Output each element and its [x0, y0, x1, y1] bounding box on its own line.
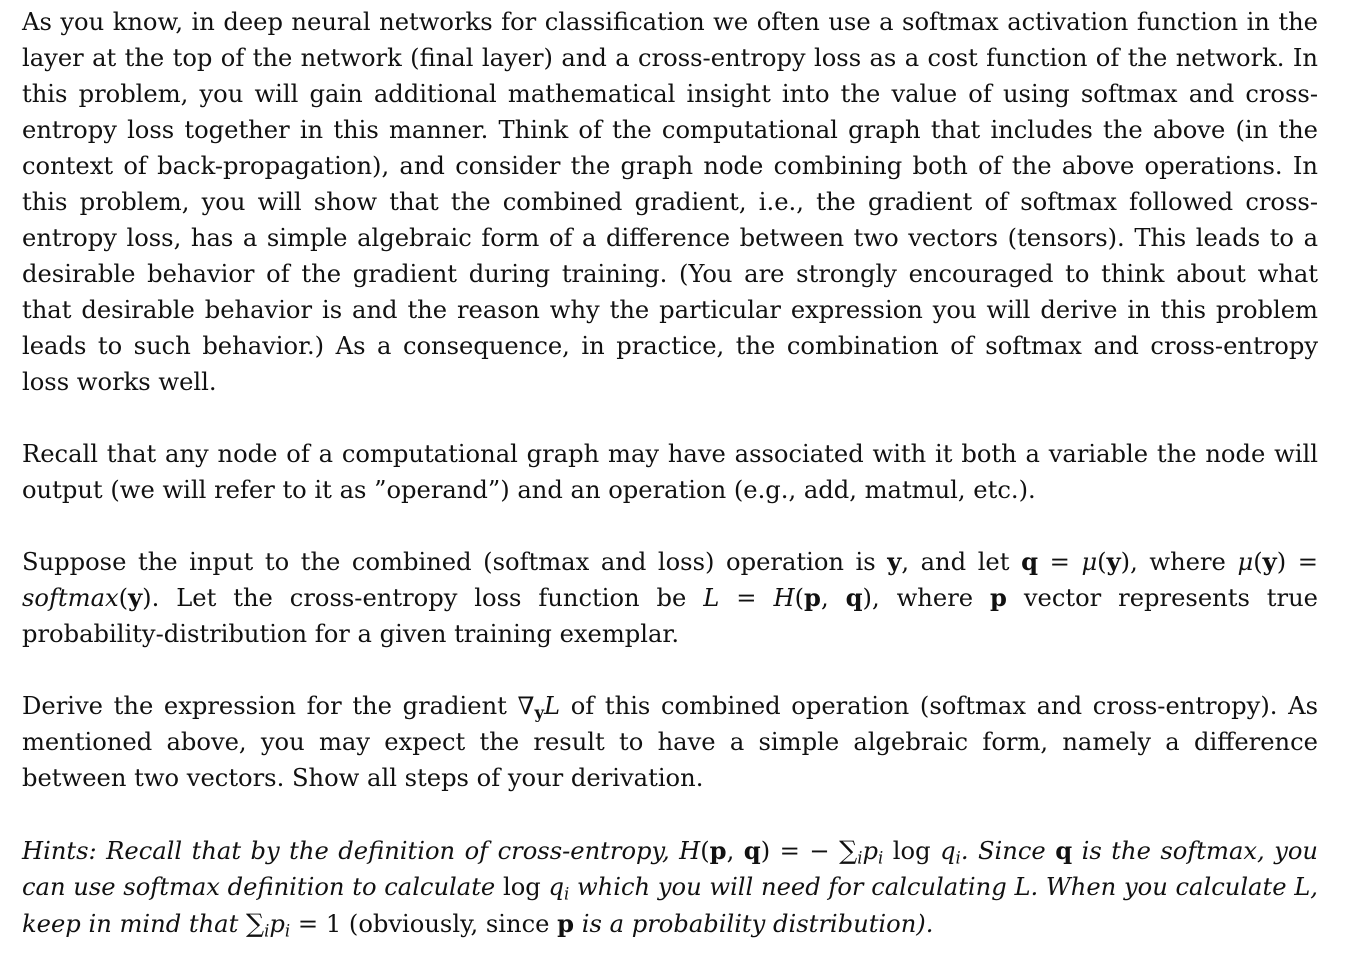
math-sub-i: i — [563, 884, 570, 904]
text: Suppose the input to the combined (softmax and loss) operation is — [22, 548, 888, 576]
text: ) = — [1276, 548, 1318, 576]
text: ( — [700, 837, 710, 865]
text: ( — [1253, 548, 1263, 576]
math-q-i: q — [940, 837, 956, 865]
text: ( — [118, 584, 129, 612]
paragraph-task — [22, 688, 1318, 796]
text: which you will need for calculating L. When you calculate L, keep in mind that — [22, 873, 1318, 938]
math-softmax: softmax — [22, 584, 119, 612]
math-log: log — [883, 837, 941, 865]
math-q-i: q — [548, 873, 564, 901]
math-p: p — [557, 909, 575, 938]
math-mu: μ — [1237, 548, 1254, 576]
math-sub-i: i — [284, 921, 291, 941]
text: vector represents true probability-distribution for a given training exemplar. — [22, 584, 1318, 648]
paragraph-setup — [22, 544, 1318, 652]
text: is the softmax, you can use softmax definition to calculate — [22, 837, 1319, 901]
document-body — [22, 4, 1318, 978]
math-y: y — [1262, 547, 1277, 576]
math-sub-i: i — [857, 848, 863, 868]
math-y: y — [128, 583, 143, 612]
text: ( — [794, 584, 805, 612]
text: ). Let the cross-entropy loss function be — [142, 584, 704, 612]
text: , — [726, 837, 744, 865]
math-mu: μ — [1081, 548, 1098, 576]
text: . Since — [960, 837, 1056, 865]
text: = — [719, 584, 774, 612]
math-sub-i: i — [264, 921, 270, 941]
math-sum: ∑ — [839, 835, 858, 865]
math-nabla: ∇ — [517, 692, 535, 720]
math-p-i: p — [862, 837, 879, 865]
math-y: y — [534, 703, 544, 723]
text: ), where — [1120, 548, 1238, 576]
math-q: q — [845, 583, 863, 612]
text: is a probability distribution). — [574, 910, 934, 938]
math-L: L — [703, 584, 720, 612]
math-p-i: p — [269, 910, 285, 938]
math-y: y — [1106, 547, 1121, 576]
text: = — [1037, 548, 1082, 576]
text: Derive the expression for the gradient — [22, 692, 518, 720]
text: = 1 (obviously, since — [290, 910, 558, 938]
math-y: y — [887, 547, 902, 576]
math-q: q — [743, 836, 761, 865]
math-p: p — [709, 836, 727, 865]
math-log: log — [502, 873, 549, 901]
text: ), where — [862, 584, 991, 612]
text: of this combined operation (softmax and cross-entropy). As mentioned above, you may expect the result to have a simple algebraic form, namely a difference between two vectors. Show all steps of your derivation. — [22, 692, 1318, 792]
text: Hints: Recall that by the definition of cross-entropy, — [22, 837, 680, 865]
math-p: p — [804, 583, 821, 612]
math-sub-i: i — [878, 848, 884, 868]
math-sub-i: i — [955, 848, 961, 868]
text: ) = − — [760, 837, 840, 865]
math-q: q — [1055, 836, 1073, 865]
math-sum: ∑ — [246, 908, 265, 938]
math-H: H — [679, 837, 701, 865]
math-sub-y — [534, 704, 544, 723]
paragraph-computational-graph: Recall that any node of a computational graph may have associated with it both a variable the node will output (we will refer to it as ”operand”) and an operation (e.g., add, matmul, etc.). — [22, 440, 1318, 504]
paragraph-hints — [22, 832, 1318, 942]
math-q: q — [1021, 547, 1038, 576]
text: , — [820, 584, 846, 612]
paragraph-intro: As you know, in deep neural networks for classification we often use a softmax activation function in the layer at the top of the network (final layer) and a cross-entropy loss as a cost function of the network. In this problem, you will gain additional mathematical insight into the value of using softmax and cross-entropy loss together in this manner. Think of the computational graph that includes the above (in the context of back-propagation), and consider the graph node combining both of the above operations. In this problem, you will show that the combined gradient, i.e., the gradient of softmax followed cross-entropy loss, has a simple algebraic form of a difference between two vectors (tensors). This leads to a desirable behavior of the gradient during training. (You are strongly encouraged to think about what that desirable behavior is and the reason why the particular expression you will derive in this problem leads to such behavior.) As a consequence, in practice, the combination of softmax and cross-entropy loss works well. — [22, 8, 1318, 396]
math-p: p — [990, 583, 1007, 612]
math-H: H — [773, 584, 795, 612]
text: , and let — [901, 548, 1022, 576]
text: ( — [1097, 548, 1107, 576]
math-L: L — [544, 692, 561, 720]
